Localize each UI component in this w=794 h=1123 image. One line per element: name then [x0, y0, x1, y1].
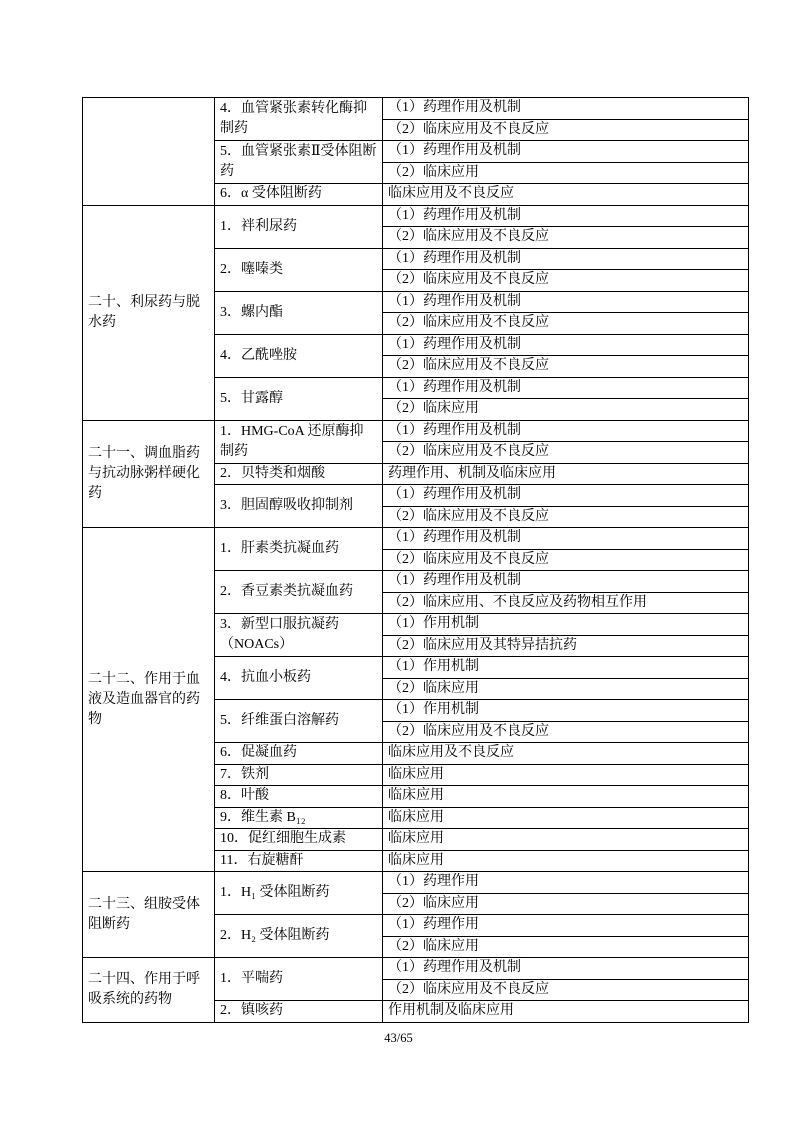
- drug-item-cell: 2．镇咳药: [215, 1001, 383, 1023]
- drug-item-cell: 5．甘露醇: [215, 377, 383, 420]
- content-point-cell: （1）作用机制: [383, 657, 749, 679]
- category-cell: 二十一、调血脂药与抗动脉粥样硬化药: [83, 420, 215, 528]
- table-row: [83, 98, 749, 120]
- drug-item-cell: 6．α 受体阻断药: [215, 184, 383, 206]
- drug-item-cell: 4．乙酰唑胺: [215, 334, 383, 377]
- drug-item-cell: 1．HMG-CoA 还原酶抑制药: [215, 420, 383, 463]
- content-point-cell: 作用机制及临床应用: [383, 1001, 749, 1023]
- drug-item-cell: 6．促凝血药: [215, 743, 383, 765]
- drug-item-cell: 2．H₂ 受体阻断药: [215, 915, 383, 958]
- content-point-cell: （2）临床应用: [383, 936, 749, 958]
- category-cell: 二十三、组胺受体阻断药: [83, 872, 215, 958]
- content-point-cell: （2）临床应用及不良反应: [383, 270, 749, 292]
- drug-item-cell: 2．噻嗪类: [215, 248, 383, 291]
- content-point-cell: （1）药理作用及机制: [383, 141, 749, 163]
- content-point-cell: （1）药理作用及机制: [383, 334, 749, 356]
- content-point-cell: （1）作用机制: [383, 614, 749, 636]
- content-point-cell: 临床应用: [383, 850, 749, 872]
- content-point-cell: （1）药理作用及机制: [383, 485, 749, 507]
- category-cell: 二十、利尿药与脱水药: [83, 205, 215, 420]
- content-point-cell: （2）临床应用: [383, 893, 749, 915]
- drug-item-cell: 2．香豆素类抗凝血药: [215, 571, 383, 614]
- content-point-cell: （2）临床应用及不良反应: [383, 979, 749, 1001]
- content-point-cell: 临床应用及不良反应: [383, 184, 749, 206]
- drug-item-cell: 3．胆固醇吸收抑制剂: [215, 485, 383, 528]
- table-row: [83, 872, 749, 894]
- drug-item-cell: 10．促红细胞生成素: [215, 829, 383, 851]
- drug-item-cell: 5．血管紧张素Ⅱ受体阻断药: [215, 141, 383, 184]
- content-point-cell: （2）临床应用及不良反应: [383, 549, 749, 571]
- drug-item-cell: 3．螺内酯: [215, 291, 383, 334]
- drug-item-cell: 2．贝特类和烟酸: [215, 463, 383, 485]
- syllabus-table: [82, 97, 749, 1023]
- content-point-cell: （1）作用机制: [383, 700, 749, 722]
- content-point-cell: （2）临床应用: [383, 678, 749, 700]
- content-point-cell: （1）药理作用: [383, 915, 749, 937]
- content-point-cell: （2）临床应用及不良反应: [383, 442, 749, 464]
- table-row: [83, 528, 749, 550]
- category-cell: 二十二、作用于血液及造血器官的药物: [83, 528, 215, 872]
- content-point-cell: （2）临床应用及不良反应: [383, 313, 749, 335]
- drug-item-cell: 1．平喘药: [215, 958, 383, 1001]
- content-point-cell: 临床应用: [383, 786, 749, 808]
- syllabus-table-body: [83, 98, 749, 1023]
- content-point-cell: （1）药理作用及机制: [383, 958, 749, 980]
- content-point-cell: 临床应用: [383, 829, 749, 851]
- drug-item-cell: 1．肝素类抗凝血药: [215, 528, 383, 571]
- drug-item-cell: 8．叶酸: [215, 786, 383, 808]
- content-point-cell: 临床应用及不良反应: [383, 743, 749, 765]
- page-number: 43/65: [384, 1031, 413, 1045]
- content-point-cell: （1）药理作用及机制: [383, 98, 749, 120]
- table-row: [83, 958, 749, 980]
- content-point-cell: （1）药理作用及机制: [383, 248, 749, 270]
- content-point-cell: （1）药理作用及机制: [383, 291, 749, 313]
- content-point-cell: （1）药理作用及机制: [383, 205, 749, 227]
- content-point-cell: （2）临床应用: [383, 162, 749, 184]
- drug-item-cell: 1．袢利尿药: [215, 205, 383, 248]
- content-point-cell: （2）临床应用、不良反应及药物相互作用: [383, 592, 749, 614]
- drug-item-cell: 9．维生素 B₁₂: [215, 807, 383, 829]
- content-point-cell: （2）临床应用及不良反应: [383, 227, 749, 249]
- table-row: [83, 420, 749, 442]
- content-point-cell: （1）药理作用及机制: [383, 420, 749, 442]
- content-point-cell: （2）临床应用及其特异拮抗药: [383, 635, 749, 657]
- content-point-cell: （1）药理作用及机制: [383, 377, 749, 399]
- drug-item-cell: 11．右旋糖酐: [215, 850, 383, 872]
- drug-item-cell: 4．抗血小板药: [215, 657, 383, 700]
- content-point-cell: （2）临床应用及不良反应: [383, 721, 749, 743]
- category-cell: 二十四、作用于呼吸系统的药物: [83, 958, 215, 1023]
- drug-item-cell: 4．血管紧张素转化酶抑制药: [215, 98, 383, 141]
- content-point-cell: （1）药理作用及机制: [383, 528, 749, 550]
- content-point-cell: （1）药理作用: [383, 872, 749, 894]
- content-point-cell: 临床应用: [383, 807, 749, 829]
- drug-item-cell: 5．纤维蛋白溶解药: [215, 700, 383, 743]
- content-point-cell: 临床应用: [383, 764, 749, 786]
- drug-item-cell: 1．H₁ 受体阻断药: [215, 872, 383, 915]
- content-point-cell: （2）临床应用及不良反应: [383, 506, 749, 528]
- drug-item-cell: 7．铁剂: [215, 764, 383, 786]
- content-point-cell: （1）药理作用及机制: [383, 571, 749, 593]
- drug-item-cell: 3．新型口服抗凝药（NOACs）: [215, 614, 383, 657]
- content-point-cell: （2）临床应用及不良反应: [383, 119, 749, 141]
- content-point-cell: （2）临床应用: [383, 399, 749, 421]
- table-row: [83, 205, 749, 227]
- content-point-cell: （2）临床应用及不良反应: [383, 356, 749, 378]
- content-point-cell: 药理作用、机制及临床应用: [383, 463, 749, 485]
- category-cell: [83, 98, 215, 206]
